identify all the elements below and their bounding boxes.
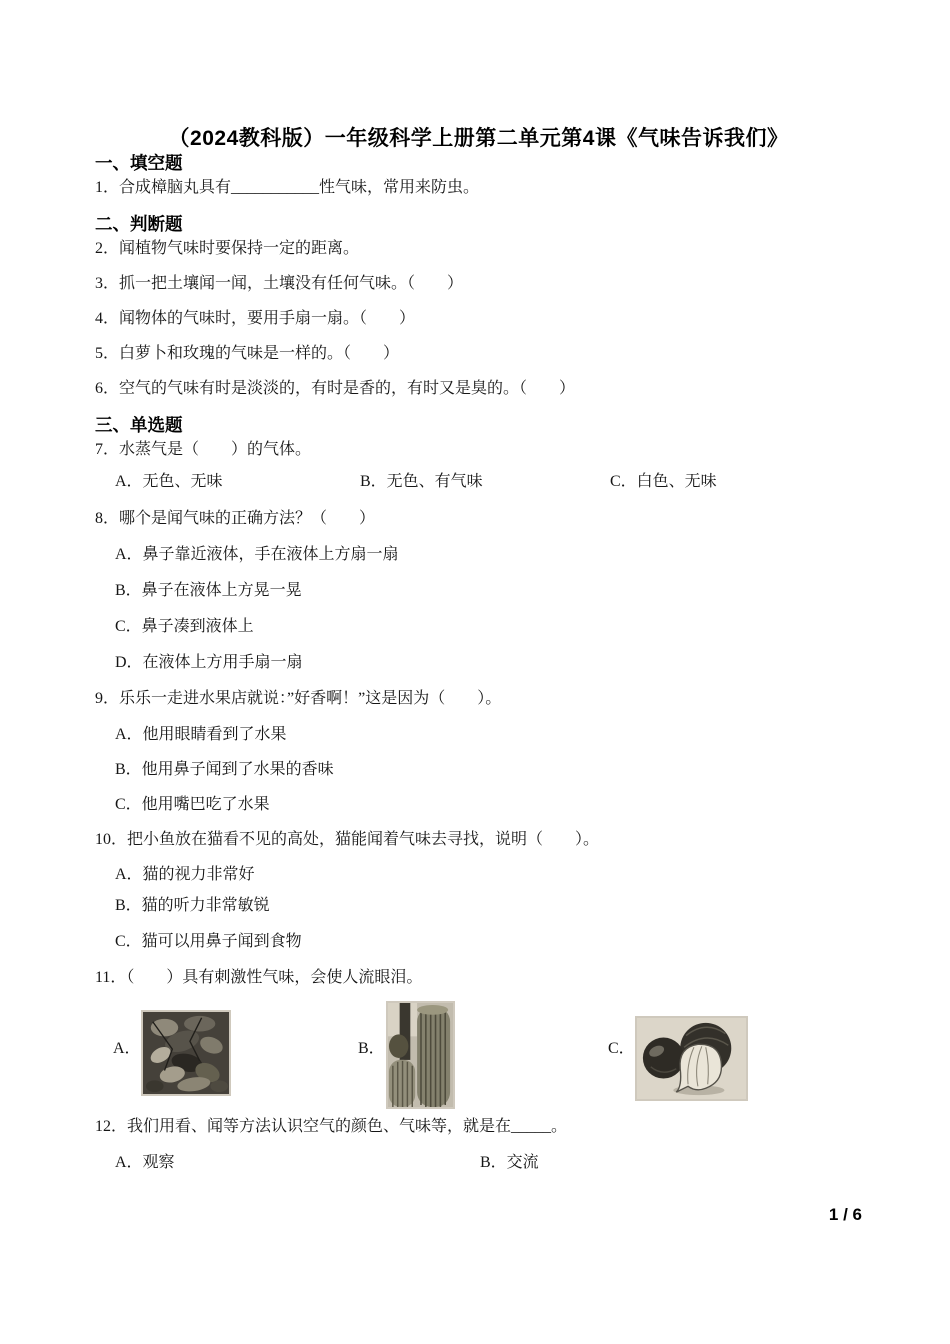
question-4: 4．闻物体的气味时，要用手扇一扇。（ ） [95,310,416,327]
page-title: （2024教科版）一年级科学上册第二单元第4课《气味告诉我们》 [168,127,789,150]
question-3: 3．抓一把土壤闻一闻，土壤没有任何气味。（ ） [95,275,464,292]
question-12: 12．我们用看、闻等方法认识空气的颜色、气味等，就是在_____。 [95,1118,568,1135]
question-12-option-b: B．交流 [480,1154,539,1171]
cactus-photo [386,1001,455,1109]
question-9-option-c: C．他用嘴巴吃了水果 [115,796,270,813]
question-8-option-a: A．鼻子靠近液体，手在液体上方扇一扇 [115,546,399,563]
question-8-option-b: B．鼻子在液体上方晃一晃 [115,582,302,599]
question-7-option-b: B．无色、有气味 [360,473,483,490]
section-heading-true-false: 二、判断题 [95,214,183,234]
question-12-option-a: A．观察 [115,1154,175,1171]
onions-photo [635,1016,748,1101]
section-heading-fill-in: 一、填空题 [95,153,183,173]
dark-leafy-plant-photo [141,1010,231,1096]
question-10: 10．把小鱼放在猫看不见的高处，猫能闻着气味去寻找，说明（ ）。 [95,831,600,848]
section-heading-multiple-choice: 三、单选题 [95,415,183,435]
question-11-option-a-label: A． [113,1040,141,1057]
question-6: 6．空气的气味有时是淡淡的，有时是香的，有时又是臭的。（ ） [95,380,576,397]
question-7-option-c: C．白色、无味 [610,473,717,490]
worksheet-content [95,0,862,1225]
question-11-image-options [95,1003,862,1110]
question-2: 2．闻植物气味时要保持一定的距离。 [95,240,360,257]
question-7-option-a: A．无色、无味 [115,473,223,490]
question-10-option-b: B．猫的听力非常敏锐 [115,897,270,914]
question-9: 9．乐乐一走进水果店就说：”好香啊！”这是因为（ ）。 [95,690,502,707]
page-number-indicator: 1 / 6 [828,1205,862,1224]
question-12-options [95,1153,862,1172]
question-8-option-c: C．鼻子凑到液体上 [115,618,254,635]
question-8: 8．哪个是闻气味的正确方法？（ ） [95,510,376,527]
question-8-option-d: D．在液体上方用手扇一扇 [115,654,303,671]
question-7: 7．水蒸气是（ ）的气体。 [95,441,312,458]
question-11: 11．（ ）具有刺激性气味，会使人流眼泪。 [95,969,423,986]
question-10-option-c: C．猫可以用鼻子闻到食物 [115,933,302,950]
question-11-option-b-label: B． [358,1040,385,1057]
question-9-option-b: B．他用鼻子闻到了水果的香味 [115,761,334,778]
question-10-option-a: A．猫的视力非常好 [115,866,255,883]
question-5: 5．白萝卜和玫瑰的气味是一样的。（ ） [95,345,400,362]
question-7-options [95,472,862,491]
question-1: 1．合成樟脑丸具有___________性气味，常用来防虫。 [95,179,480,196]
question-11-option-c-label: C． [608,1040,635,1057]
question-9-option-a: A．他用眼睛看到了水果 [115,726,287,743]
